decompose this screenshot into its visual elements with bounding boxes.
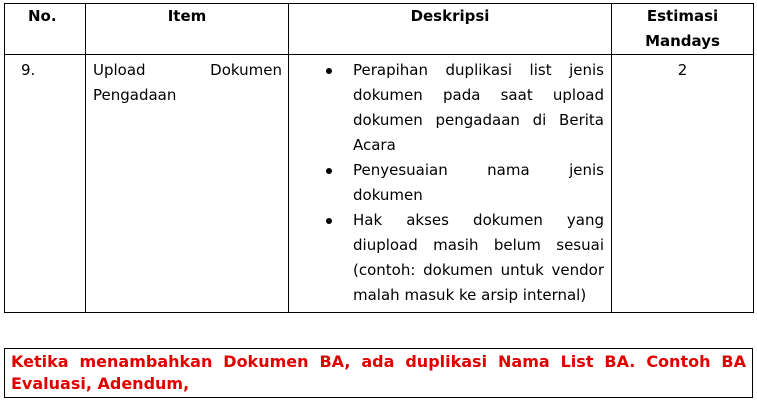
row-estimasi: 2 (612, 55, 754, 313)
list-item: Perapihan duplikasi list jenis dokumen pada saat upload dokumen pengadaan di Berita Acara (289, 58, 604, 158)
note-text: Ketika menambahkan Dokumen BA, ada duplikasi Nama List BA. Contoh BA Evaluasi, Adendum, (11, 352, 746, 393)
description-list (289, 58, 604, 308)
row-deskripsi (289, 55, 612, 313)
list-item: Hak akses dokumen yang diupload masih belum sesuai (contoh: dokumen untuk vendor malah masuk ke arsip internal) (289, 208, 604, 308)
list-item: Penyesuaian nama jenis dokumen (289, 158, 604, 208)
table-header-row (5, 4, 754, 55)
row-item: Upload Dokumen Pengadaan (86, 55, 289, 313)
header-estimasi: Estimasi Mandays (612, 4, 754, 55)
header-item: Item (86, 4, 289, 55)
header-no: No. (5, 4, 86, 55)
header-deskripsi: Deskripsi (289, 4, 612, 55)
table-row (5, 55, 754, 313)
estimation-table (4, 3, 754, 313)
row-no: 9. (5, 55, 86, 313)
note-box (4, 348, 753, 398)
